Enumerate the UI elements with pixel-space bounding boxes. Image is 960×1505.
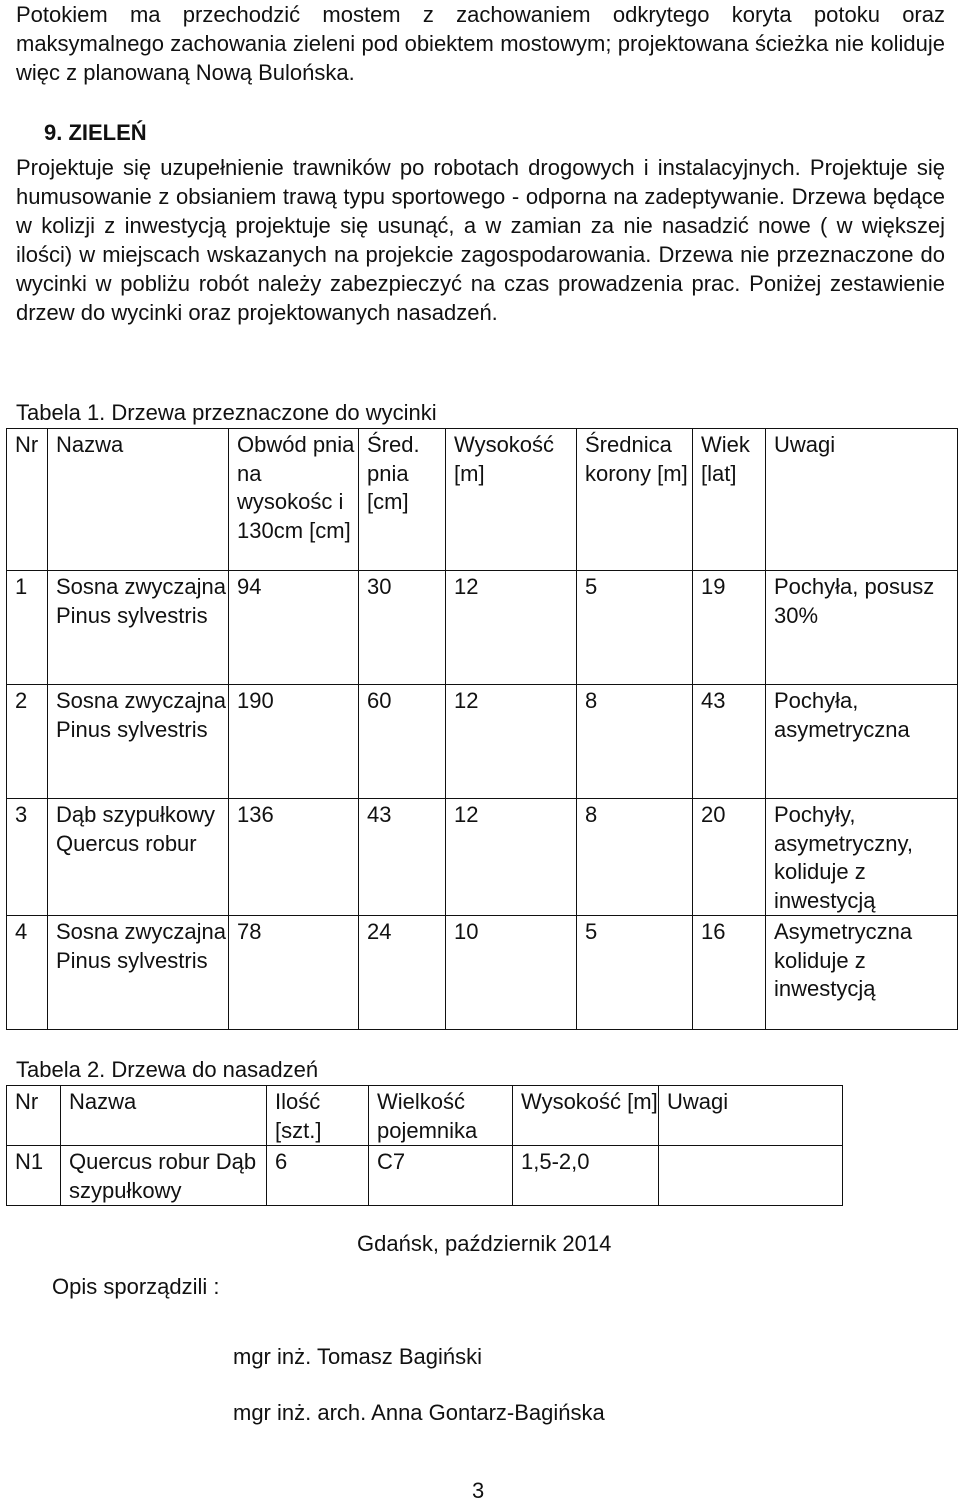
header-cell: Wysokość [m]	[513, 1086, 659, 1146]
section-paragraph: Projektuje się uzupełnienie trawników po robotach drogowych i instalacyjnych. Projektuje się humusowanie z obsianiem trawą typu sportowego - odporna na zadeptywanie. Drzewa będące w kolizji z inwestycją projektuje się usunąć, a w zamian za nie nasadzić nowe ( w większej ilości) w miejscach wskazanych na projekcie zagospodarowania. Drzewa nie przeznaczone do wycinki w pobliżu robót należy zabezpieczyć na czas prowadzenia prac. Poniżej zestawienie drzew do wycinki oraz projektowanych nasadzeń.	[16, 155, 945, 325]
header-cell: Nr	[7, 429, 48, 571]
page-number: 3	[472, 1478, 485, 1503]
trees-to-plant-table	[6, 1085, 843, 1206]
header-cell: Uwagi	[766, 429, 958, 571]
cell-name: Sosna zwyczajna Pinus sylvestris	[48, 685, 229, 799]
cell-circumference: 78	[229, 916, 359, 1030]
cell-diameter: 60	[359, 685, 446, 799]
cell-height: 12	[446, 799, 577, 916]
cell-notes: Pochyła, asymetryczna	[766, 685, 958, 799]
table-row	[7, 1146, 843, 1206]
cell-nr: N1	[7, 1146, 61, 1206]
cell-circumference: 136	[229, 799, 359, 916]
cell-nr: 3	[7, 799, 48, 916]
header-cell: Wiek [lat]	[693, 429, 766, 571]
cell-diameter: 24	[359, 916, 446, 1030]
header-cell: Nazwa	[61, 1086, 267, 1146]
header-cell: Obwód pnia na wysokośc i 130cm [cm]	[229, 429, 359, 571]
table-row	[7, 571, 958, 685]
cell-container: C7	[369, 1146, 513, 1206]
cell-height: 10	[446, 916, 577, 1030]
cell-height: 12	[446, 685, 577, 799]
table2-caption: Tabela 2. Drzewa do nasadzeń	[16, 1057, 319, 1082]
table2-header-row	[7, 1086, 843, 1146]
intro-paragraph: Potokiem ma przechodzić mostem z zachowaniem odkrytego koryta potoku oraz maksymalnego zachowania zieleni pod obiektem mostowym; projektowana ścieżka nie koliduje więc z planowaną Nową Bulońska.	[16, 2, 945, 85]
cell-crown: 5	[577, 571, 693, 685]
cell-notes	[659, 1146, 843, 1206]
table-row	[7, 799, 958, 916]
cell-height: 1,5-2,0	[513, 1146, 659, 1206]
place-date: Gdańsk, październik 2014	[357, 1231, 612, 1256]
cell-age: 20	[693, 799, 766, 916]
header-cell: Nazwa	[48, 429, 229, 571]
cell-crown: 5	[577, 916, 693, 1030]
cell-age: 43	[693, 685, 766, 799]
cell-name: Sosna zwyczajna Pinus sylvestris	[48, 916, 229, 1030]
author-1: mgr inż. Tomasz Bagiński	[233, 1344, 483, 1369]
table-row	[7, 916, 958, 1030]
cell-diameter: 30	[359, 571, 446, 685]
header-cell: Ilość [szt.]	[267, 1086, 369, 1146]
table1-caption: Tabela 1. Drzewa przeznaczone do wycinki	[16, 400, 437, 425]
header-cell: Uwagi	[659, 1086, 843, 1146]
cell-notes: Pochyły, asymetryczny, koliduje z inwestycją	[766, 799, 958, 916]
cell-height: 12	[446, 571, 577, 685]
cell-crown: 8	[577, 685, 693, 799]
cell-nr: 1	[7, 571, 48, 685]
cell-notes: Pochyła, posusz 30%	[766, 571, 958, 685]
cell-circumference: 94	[229, 571, 359, 685]
cell-nr: 2	[7, 685, 48, 799]
cell-age: 16	[693, 916, 766, 1030]
cell-circumference: 190	[229, 685, 359, 799]
cell-diameter: 43	[359, 799, 446, 916]
author-2: mgr inż. arch. Anna Gontarz-Bagińska	[233, 1400, 605, 1425]
header-cell: Śred. pnia [cm]	[359, 429, 446, 571]
header-cell: Wielkość pojemnika	[369, 1086, 513, 1146]
header-cell: Średnica korony [m]	[577, 429, 693, 571]
prepared-by-label: Opis sporządzili :	[52, 1274, 220, 1299]
cell-name: Sosna zwyczajna Pinus sylvestris	[48, 571, 229, 685]
cell-age: 19	[693, 571, 766, 685]
table1-header-row	[7, 429, 958, 571]
section-heading: 9. ZIELEŃ	[44, 120, 147, 145]
cell-notes: Asymetryczna koliduje z inwestycją	[766, 916, 958, 1030]
cell-nr: 4	[7, 916, 48, 1030]
cell-quantity: 6	[267, 1146, 369, 1206]
trees-to-cut-table	[6, 428, 958, 1030]
cell-name: Dąb szypułkowy Quercus robur	[48, 799, 229, 916]
cell-name: Quercus robur Dąb szypułkowy	[61, 1146, 267, 1206]
cell-crown: 8	[577, 799, 693, 916]
header-cell: Wysokość [m]	[446, 429, 577, 571]
header-cell: Nr	[7, 1086, 61, 1146]
table-row	[7, 685, 958, 799]
